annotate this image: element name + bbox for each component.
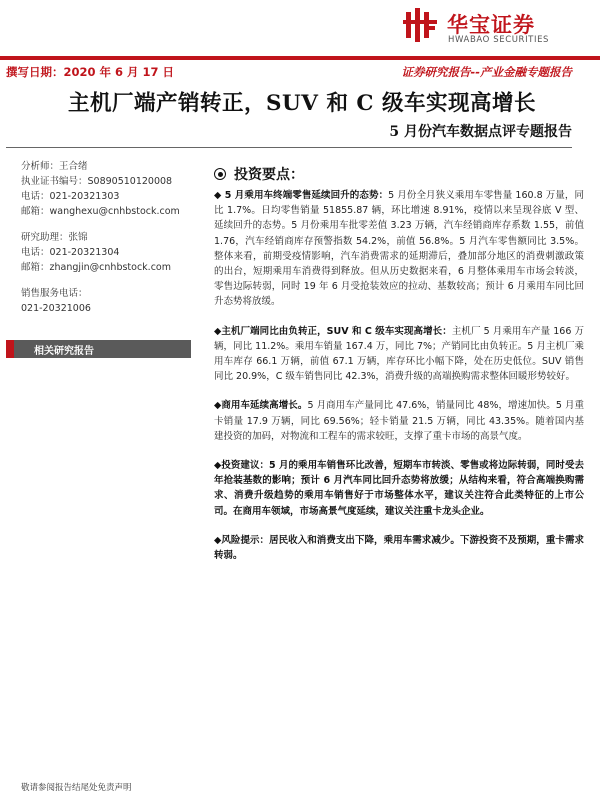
header-red-bar xyxy=(0,56,600,60)
related-reports-tab-marker xyxy=(6,340,14,358)
highlight-paragraph-2 xyxy=(214,324,584,385)
investment-highlights xyxy=(214,162,584,577)
sales-phone: 021-20321006 xyxy=(21,303,91,314)
logo-english-name: HWABAO SECURITIES xyxy=(448,35,550,45)
highlight-paragraph-1 xyxy=(214,188,584,310)
highlight-paragraph-investment-advice xyxy=(214,458,584,519)
highlights-heading-text: 投资要点： xyxy=(234,167,304,183)
paragraph-lead: ◆ 5 月乘用车终端零售延续回升的态势： xyxy=(214,190,389,201)
company-logo xyxy=(403,6,593,46)
analyst-phone: 电话：021-20321303 xyxy=(21,191,120,202)
related-reports-label: 相关研究报告 xyxy=(34,346,94,357)
analyst-license: 执业证书编号：S0890510120008 xyxy=(21,176,173,187)
analyst-email: 邮箱：wanghexu@cnhbstock.com xyxy=(21,206,180,217)
analyst-info-sidebar xyxy=(21,159,196,316)
title-divider xyxy=(6,147,572,148)
paragraph-lead: ◆主机厂端同比由负转正，SUV 和 C 级车实现高增长： xyxy=(214,325,452,337)
paragraph-body: 5 月商用车产量同比 47.6%，销量同比 48%，增速加快。5 月重卡销量 17.9 万辆，同比 69.56%；轻卡销量 21.5 万辆，同比 43.35%。随着国内基建投资的加码，对物流和工程车的需求较旺，支撑了重卡市场的高景气度。 xyxy=(214,400,585,442)
paragraph-body: 5 月的乘用车销售环比改善，短期车市转淡、零售或将边际转弱，同时受去年抢装基数的影响；预计 6 月汽车同比回升态势将放缓；从结构来看，符合高端换购需求、消费升级趋势的乘用车销售好于市场整体水平，建议关注符合此类特征的上市公司。在商用车领域，市场高景气度延续，建议关注重卡龙头企业。 xyxy=(214,460,584,517)
paragraph-body: 5 月份全月狭义乘用车零售量 160.8 万量，同比 1.7%。日均零售销量 51855.87 辆，环比增速 8.91%，疫情以来呈现谷底 V 型、延续回升的态势。5 月份乘用车批零差值 3.23 万辆，汽车经销商库存系数 1.55，前值 1.76，汽车经销商库存预警指数 54.2%，前值 56.8%。5 月汽车零售额同比 3.5%。整体来看，前期受疫情影响，汽车消费需求的延期滞后，叠加部分地区的消费刺激政策的出台，短期乘用车消费得到释放。但从历史数据来看，6 月整体乘用车市场会转淡，零售边际转弱，同时 19 年 6 月受抢装效应的拉动、基数较高；预计 6 月乘用车同比回升态势将放缓。 xyxy=(214,190,584,308)
paragraph-body: 居民收入和消费支出下降，乘用车需求减少。下游投资不及预期，重卡需求转弱。 xyxy=(214,534,584,562)
paragraph-body: 主机厂 5 月乘用车产量 166 万辆，同比 11.2%。乘用车销量 167.4 万，同比 7%；产销同比由负转正。5 月主机厂乘用车库存 66.1 万辆，前值 67.1 万辆，库存环比小幅下降，处在历史低位。SUV 销售同比 20.9%，C 级车销售同比 42.3%，消费升级的高端换购需求整体回暖形势较好。 xyxy=(214,325,584,383)
page-title: 主机厂端产销转正，SUV 和 C 级车实现高增长 xyxy=(68,91,537,116)
report-type: 证券研究报告--产业金融专题报告 xyxy=(401,65,572,79)
related-reports-header xyxy=(6,340,191,358)
paragraph-lead: ◆风险提示： xyxy=(214,534,270,546)
report-date: 撰写日期：2020 年 6 月 17 日 xyxy=(6,65,175,79)
page-subtitle: 5 月份汽车数据点评专题报告 xyxy=(389,124,572,140)
assistant-email: 邮箱：zhangjin@cnhbstock.com xyxy=(21,262,171,273)
disclaimer-footer: 敬请参阅报告结尾处免责声明 xyxy=(21,783,132,793)
hwabao-logo-icon xyxy=(403,8,437,42)
logo-chinese-name: 华宝证券 xyxy=(447,13,535,37)
assistant-phone: 电话：021-20321304 xyxy=(21,247,120,258)
highlight-paragraph-risk xyxy=(214,533,584,563)
highlight-paragraph-3 xyxy=(214,398,584,444)
sales-label: 销售服务电话： xyxy=(21,288,88,299)
analyst-name: 分析师：王合绪 xyxy=(21,161,88,172)
paragraph-lead: ◆商用车延续高增长。 xyxy=(214,400,308,412)
paragraph-lead: ◆投资建议： xyxy=(214,460,270,472)
assistant-name: 研究助理：张锦 xyxy=(21,232,88,243)
bullet-circle-icon xyxy=(214,168,226,180)
highlights-heading xyxy=(214,162,584,188)
